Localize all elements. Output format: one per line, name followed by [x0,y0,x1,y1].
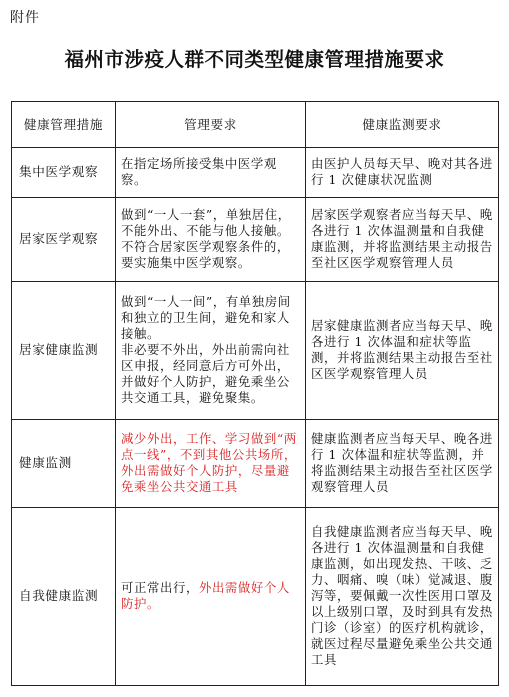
measure-cell: 居家健康监测 [12,282,116,420]
header-monitoring: 健康监测要求 [306,102,499,148]
table-row [12,282,499,420]
measure-cell: 健康监测 [12,420,116,508]
management-cell: 在指定场所接受集中医学观察。 [116,148,306,198]
attachment-label: 附件 [10,10,40,26]
table-row [12,508,499,686]
measure-cell: 居家医学观察 [12,198,116,282]
management-cell: 做到“一人一套”，单独居住，不能外出、不能与他人接触。不符合居家医学观察条件的，要实施集中医学观察。 [116,198,306,282]
measure-cell: 集中医学观察 [12,148,116,198]
monitoring-cell: 居家医学观察者应当每天早、晚各进行 1 次体温测量和自我健康监测，并将监测结果主动报告至社区医学观察管理人员 [306,198,499,282]
table-row [12,420,499,508]
table-header-row [12,102,499,148]
monitoring-cell: 居家健康监测者应当每天早、晚各进行 1 次体温和症状等监测，并将监测结果主动报告至社区医学观察管理人员 [306,282,499,420]
management-cell: 做到“一人一间”，有单独房间和独立的卫生间，避免和家人接触。 非必要不外出，外出前需向社区申报，经同意后方可外出，并做好个人防护，避免乘坐公共交通工具，避免聚集。 [116,282,306,420]
management-cell: 减少外出，工作、学习做到“两点一线”，不到其他公共场所，外出需做好个人防护，尽量避免乘坐公共交通工具 [116,420,306,508]
table-row [12,198,499,282]
management-cell [116,508,306,686]
document-title: 福州市涉疫人群不同类型健康管理措施要求 [64,48,445,71]
measure-cell: 自我健康监测 [12,508,116,686]
monitoring-cell: 自我健康监测者应当每天早、晚各进行 1 次体温测量和自我健康监测，如出现发热、干咳、乏力、咽痛、嗅（味）觉减退、腹泻等，要佩戴一次性医用口罩及以上级别口罩，及时到具有发热门诊（诊室）的医疗机构就诊，就医过程尽量避免乘坐公共交通工具 [306,508,499,686]
header-measure: 健康管理措施 [12,102,116,148]
monitoring-cell: 由医护人员每天早、晚对其各进行 1 次健康状况监测 [306,148,499,198]
header-management: 管理要求 [116,102,306,148]
management-emphasis-text: 外出需做好个人防护。 [121,580,290,611]
table-row [12,148,499,198]
monitoring-cell: 健康监测者应当每天早、晚各进行 1 次体温和症状等监测，并将监测结果主动报告至社区医学观察管理人员 [306,420,499,508]
health-management-table [11,101,499,686]
management-text: 可正常出行， [121,580,199,595]
